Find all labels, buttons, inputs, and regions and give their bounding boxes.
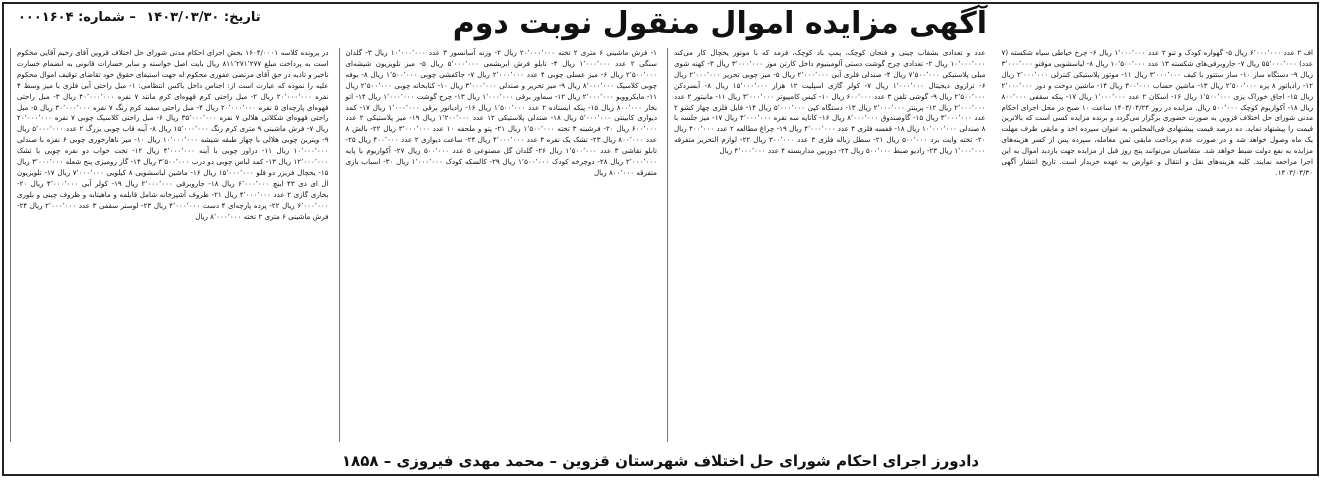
body-column-4: اف ۲ عدد ۶٬۰۰۰٬۰۰۰ ریال ۵- گهواره کودک و تنو ۲ عدد ۱٬۰۰۰٬۰۰۰ ریال ۶- چرخ خیاطی سیاه شکسته (۷ عدد) ۵۵٬۰۰۰٬۰۰۰ ریال ۷- جاروبرقی‌های شکسته ۱۳ عدد ۱۰٬۵۰۰٬۰۰۰ ریال ۸- لباسشویی موقتو ۳٬۰۰۰٬۰۰۰ ریال ۹- دستگاه ساز ۱۰- ساز ستتور با کیف ۳٬۰۰۰٬۰۰۰ ریال ۱۱- موتور پلاستیکی کنترلی ۲٬۰۰۰٬۰۰۰ ریال ۱۲- رادیاتور ۸ پره ۲٬۵۰۰٬۰۰۰ ریال ۱۳- ماشین حساب ۳۰۰٬۰۰۰ ریال ۱۴- ماشین دوخت و دوز ۲٬۰۰۰٬۰۰۰ ریال ۱۵- اجاق خوراک پزی ۱٬۵۰۰٬۰۰۰ ریال ۱۶- اسکان ۲ عدد ۱٬۰۰۰٬۰۰۰ ریال ۱۷- پنکه سقفی ۸۰۰٬۰۰۰ ریال ۱۸- آکواریوم کوچک ۵۰۰٬۰۰۰ ریال. مزایده در روز ۱۴۰۳/۰۴/۲۴ ساعت ۱۰ صبح در محل اجرای احکام مدنی شورای حل اختلاف قزوین به صورت حضوری برگزار می‌گردد و برنده مزایده کسی است که بالاترین قیمت را پیشنهاد نماید. ده درصد قیمت پیشنهادی فی‌المجلس به عنوان سپرده اخذ و مابقی ظرف مهلت یک ماه وصول خواهد شد و در صورت عدم پرداخت مابقی ثمن معامله، سپرده پس از کسر هزینه‌های مزایده به نفع دولت ضبط خواهد شد. متقاضیان می‌توانند پنج روز قبل از مزایده جهت بازدید اموال به این اجرا مراجعه نمایند. کلیه هزینه‌های نقل و انتقال و عوارض به عهده خریدار است. تاریخ انتشار آگهی ۱۴۰۳/۰۳/۳۰. (1001, 48, 1313, 177)
body-column-1: در پرونده کلاسه ۱۶۰۴/۰۰۰۱ بخش اجرای احکام مدنی شورای حل اختلاف قزوین آقای رحیم آقایی محکوم است به پرداخت مبلغ ۸۱۱٬۲۷۱٬۲۷۷ ریال بابت اصل خواسته و سایر خسارات قانونی به انضمام خسارت تاخیر و تادیه در حق آقای مرتضی عفوری محکوم له جهت استیفای حقوق خود تقاضای توقیف اموال محکوم علیه را نموده که عبارت است از: اجناس داخل باکس انتظامی: ۱- مبل راحتی آبی فلزی با میز وسط ۴ نفره ۲۰٬۰۰۰٬۰۰۰ ریال ۲- مبل راحتی کرم قهوه‌ای کرم مانند ۷ نفره ۴۰٬۰۰۰٬۰۰۰ ریال ۳- مبل راحتی قهوه‌ای پارچه‌ای ۵ نفره ۲۰٬۰۰۰٬۰۰۰ ریال ۴- مبل راحتی سفید کرم رنگ ۷ نفره ۳۰٬۰۰۰٬۰۰۰ ریال ۵- مبل راحتی قهوه‌ای شکلاتی هلالی ۷ نفره ۳۵٬۰۰۰٬۰۰۰ ریال ۶- مبل راحتی کلاسیک چوبی ۷ نفره ۲۰٬۰۰۰٬۰۰۰ ریال ۷- فرش ماشینی ۹ متری کرم رنگ ۱۵٬۰۰۰٬۰۰۰ ریال ۸- آینه قاب چوبی بزرگ ۲ عدد ۵٬۰۰۰٬۰۰۰ ریال ۹- ویترین چوبی هلالی با چهار طبقه شیشه ۱۰٬۰۰۰٬۰۰۰ ریال ۱۰- میز ناهارخوری چوبی ۶ نفره با صندلی ۱۰٬۰۰۰٬۰۰۰ ریال ۱۱- دراور چوبی با آینه ۴٬۰۰۰٬۰۰۰ ریال ۱۲- تخت خواب دو نفره چوبی با تشک ۱۲٬۰۰۰٬۰۰۰ ریال ۱۳- کمد لباس چوبی دو درب ۳٬۵۰۰٬۰۰۰ ریال ۱۴- گاز رومیزی پنج شعله ۳٬۰۰۰٬۰۰۰ ریال ۱۵- یخچال فریزر دو قلو ۱۵٬۰۰۰٬۰۰۰ ریال ۱۶- ماشین لباسشویی ۸ کیلویی ۷٬۰۰۰٬۰۰۰ ریال ۱۷- تلویزیون ال ای دی ۴۳ اینچ ۶٬۰۰۰٬۰۰۰ ریال ۱۸- جاروبرقی ۲٬۰۰۰٬۰۰۰ ریال ۱۹- کولر آبی ۴٬۰۰۰٬۰۰۰ ریال ۲۰- بخاری گازی ۲ عدد ۴٬۰۰۰٬۰۰۰ ریال ۲۱- ظروف آشپزخانه شامل قابلمه و ماهیتابه و ظروف چینی و بلوری ۶٬۰۰۰٬۰۰۰ ریال ۲۲- پرده پارچه‌ای ۴ دست ۴٬۰۰۰٬۰۰۰ ریال ۲۳- لوستر سقفی ۳ عدد ۲٬۰۰۰٬۰۰۰ ریال ۲۴- فرش ماشینی ۶ متری ۲ تخته ۸٬۰۰۰٬۰۰۰ ریال (10, 48, 329, 442)
page-title: آگهی مزایده اموال منقول نوبت دوم (452, 6, 987, 41)
number-label: – شماره: ۰۰۰۱۶۰۴ (18, 10, 136, 25)
date-number-line (12, 10, 261, 25)
notice-body (10, 48, 1313, 442)
body-column-3: عدد و تعدادی بشقاب چینی و فنجان کوچک، پمپ باد کوچک، فرمد که با موتور یخچال کار می‌کند ۱۰٬۰۰۰٬۰۰۰ ریال ۲- تعدادی چرخ گوشت دستی آلومینیوم داخل کارتن موز ۳٬۰۰۰٬۰۰۰ ریال ۳- کهنه شوی مبلی پلاستیکی ۷٬۵۰۰٬۰۰۰ ریال ۴- صندلی فلزی آبی ۲٬۰۰۰٬۰۰۰ ریال ۵- میز چوبی تحریر ۲٬۰۰۰٬۰۰۰ ریال ۶- ترازوی دیجیتال ۱٬۰۰۰٬۰۰۰ ریال ۷- کولر گازی اسپلیت ۱۲ هزار ۱۵٬۰۰۰٬۰۰۰ ریال ۸- آبسردکن ۲٬۵۰۰٬۰۰۰ ریال ۹- گوشی تلفن ۳ عدد ۶۰۰٬۰۰۰ ریال ۱۰- کیس کامپیوتر ۳٬۰۰۰٬۰۰۰ ریال ۱۱- مانیتور ۲ عدد ۲٬۰۰۰٬۰۰۰ ریال ۱۲- پرینتر ۲٬۰۰۰٬۰۰۰ ریال ۱۳- دستگاه کپی ۵٬۰۰۰٬۰۰۰ ریال ۱۴- فایل فلزی چهار کشو ۲ عدد ۳٬۰۰۰٬۰۰۰ ریال ۱۵- گاوصندوق ۸٬۰۰۰٬۰۰۰ ریال ۱۶- کاناپه سه نفره ۴٬۰۰۰٬۰۰۰ ریال ۱۷- میز جلسه با ۸ صندلی ۱۰٬۰۰۰٬۰۰۰ ریال ۱۸- قفسه فلزی ۴ عدد ۴٬۰۰۰٬۰۰۰ ریال ۱۹- چراغ مطالعه ۲ عدد ۴۰۰٬۰۰۰ ریال ۲۰- تخته وایت برد ۵۰۰٬۰۰۰ ریال ۲۱- سطل زباله فلزی ۳ عدد ۳۰۰٬۰۰۰ ریال ۲۲- لوازم التحریر متفرقه ۱٬۰۰۰٬۰۰۰ ریال ۲۳- رادیو ضبط ۵۰۰٬۰۰۰ ریال ۲۴- دوربین مداربسته ۴ عدد ۴٬۰۰۰٬۰۰۰ ریال (667, 48, 986, 442)
body-column-2: ۱- فرش ماشینی ۶ متری ۲ تخته ۲۰٬۰۰۰٬۰۰۰ ریال ۲- وزنه آسانسور ۳ عدد ۱۰٬۰۰۰٬۰۰۰ ریال ۳- گلدان سنگی ۲ عدد ۱٬۰۰۰٬۰۰۰ ریال ۴- تابلو فرش ابریشمی ۵٬۰۰۰٬۰۰۰ ریال ۵- میز تلویزیون شیشه‌ای ۲٬۵۰۰٬۰۰۰ ریال ۶- میز عسلی چوبی ۴ عدد ۲٬۰۰۰٬۰۰۰ ریال ۷- جاکفشی چوبی ۱٬۵۰۰٬۰۰۰ ریال ۸- بوفه چوبی کلاسیک ۸٬۰۰۰٬۰۰۰ ریال ۹- میز تحریر و صندلی ۳٬۰۰۰٬۰۰۰ ریال ۱۰- کتابخانه چوبی ۲٬۵۰۰٬۰۰۰ ریال ۱۱- مایکروویو ۲٬۰۰۰٬۰۰۰ ریال ۱۲- سماور برقی ۱٬۰۰۰٬۰۰۰ ریال ۱۳- چرخ گوشت ۱٬۰۰۰٬۰۰۰ ریال ۱۴- اتو بخار ۸۰۰٬۰۰۰ ریال ۱۵- پنکه ایستاده ۲ عدد ۱٬۵۰۰٬۰۰۰ ریال ۱۶- رادیاتور برقی ۱٬۰۰۰٬۰۰۰ ریال ۱۷- کمد دیواری کابینتی ۵٬۰۰۰٬۰۰۰ ریال ۱۸- صندلی پلاستیکی ۱۲ عدد ۱٬۲۰۰٬۰۰۰ ریال ۱۹- میز پلاستیکی ۲ عدد ۶۰۰٬۰۰۰ ریال ۲۰- فرشینه ۳ تخته ۱٬۵۰۰٬۰۰۰ ریال ۲۱- پتو و ملحفه ۱۰ عدد ۳٬۰۰۰٬۰۰۰ ریال ۲۲- بالش ۸ عدد ۸۰۰٬۰۰۰ ریال ۲۳- تشک یک نفره ۴ عدد ۴٬۰۰۰٬۰۰۰ ریال ۲۴- ساعت دیواری ۲ عدد ۴۰۰٬۰۰۰ ریال ۲۵- تابلو نقاشی ۳ عدد ۱٬۵۰۰٬۰۰۰ ریال ۲۶- گلدان گل مصنوعی ۵ عدد ۵۰۰٬۰۰۰ ریال ۲۷- آکواریوم با پایه ۲٬۰۰۰٬۰۰۰ ریال ۲۸- دوچرخه کودک ۱٬۵۰۰٬۰۰۰ ریال ۲۹- کالسکه کودک ۱٬۰۰۰٬۰۰۰ ریال ۳۰- اسباب بازی متفرقه ۸۰۰٬۰۰۰ ریال (339, 48, 658, 442)
signature-line: دادورز اجرای احکام شورای حل اختلاف شهرستان قزوین – محمد مهدی فیروزی – ۱۸۵۸ (341, 452, 980, 470)
notice-frame (2, 2, 1319, 476)
date-label: تاریخ: ۱۴۰۳/۰۳/۳۰ (146, 10, 261, 25)
notice-header (4, 4, 1317, 46)
